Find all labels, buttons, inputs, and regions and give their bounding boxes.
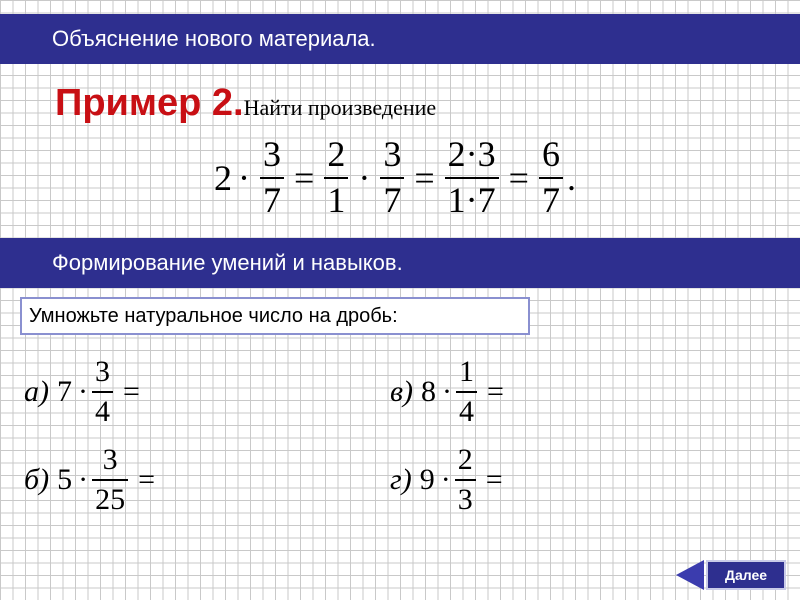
fraction-denominator: 7 bbox=[263, 179, 281, 220]
fraction-denominator: 25 bbox=[95, 482, 126, 516]
exercise-a bbox=[24, 356, 146, 427]
fraction-3-7 bbox=[260, 136, 284, 220]
equals-sign: = bbox=[508, 157, 529, 198]
exercise-fraction bbox=[92, 444, 128, 515]
fraction-bar bbox=[455, 479, 476, 481]
fraction-numerator: 3 bbox=[263, 134, 281, 174]
task-text: Умножьте натуральное число на дробь: bbox=[29, 304, 398, 327]
exercise-letter: б) bbox=[24, 462, 50, 496]
equals-sign: = bbox=[414, 157, 435, 198]
exercise-whole: 8 bbox=[421, 374, 437, 408]
fraction-bar bbox=[380, 177, 404, 179]
header-band bbox=[0, 14, 800, 64]
fraction-3-7 bbox=[380, 136, 404, 220]
example-equation bbox=[214, 136, 576, 220]
fraction-denominator: 7 bbox=[541, 179, 560, 220]
example-label: Пример 2. bbox=[55, 82, 244, 124]
fraction-denominator: 7 bbox=[383, 179, 402, 220]
exercise-g bbox=[390, 444, 509, 515]
fraction-numerator: 2·3 bbox=[447, 134, 496, 174]
fraction-denominator: 3 bbox=[457, 482, 473, 516]
equals-sign: = bbox=[138, 462, 155, 496]
exercise-dot: · bbox=[78, 374, 88, 408]
exercise-letter: а) bbox=[24, 374, 49, 408]
task-box bbox=[20, 297, 530, 335]
fraction-denominator: 1 bbox=[327, 179, 346, 220]
slide-navigation bbox=[676, 560, 786, 590]
equals-sign: = bbox=[487, 374, 504, 408]
equation-dot: · bbox=[358, 157, 371, 198]
fraction-2-1 bbox=[324, 136, 348, 220]
fraction-bar bbox=[260, 177, 284, 179]
exercise-whole: 9 bbox=[419, 462, 435, 496]
fraction-bar bbox=[92, 479, 128, 481]
exercise-fraction bbox=[455, 444, 476, 515]
exercise-whole: 5 bbox=[57, 462, 73, 496]
fraction-numerator: 2 bbox=[327, 134, 346, 174]
exercise-letter: в) bbox=[390, 374, 414, 408]
example-text: Найти произведение bbox=[243, 95, 437, 120]
fraction-bar bbox=[539, 177, 563, 179]
exercise-whole: 7 bbox=[57, 374, 72, 408]
exercise-dot: · bbox=[78, 462, 89, 496]
fraction-numerator: 3 bbox=[95, 355, 110, 388]
example-row bbox=[55, 82, 436, 125]
fraction-bar bbox=[324, 177, 348, 179]
equation-whole: 2 bbox=[214, 157, 232, 198]
equation-period: . bbox=[566, 157, 576, 198]
fraction-numerator: 2 bbox=[457, 443, 473, 476]
exercise-letter: г) bbox=[390, 462, 412, 496]
section-title: Формирование умений и навыков. bbox=[52, 250, 403, 275]
equals-sign: = bbox=[294, 157, 315, 198]
section-band bbox=[0, 238, 800, 288]
fraction-denominator: 4 bbox=[459, 394, 475, 428]
exercise-fraction bbox=[456, 356, 477, 427]
equation-dot: · bbox=[238, 157, 250, 198]
fraction-bar bbox=[445, 177, 499, 179]
fraction-numerator: 6 bbox=[541, 134, 560, 174]
exercise-fraction bbox=[92, 356, 113, 427]
fraction-6-7 bbox=[539, 136, 563, 220]
fraction-numerator: 1 bbox=[459, 355, 475, 388]
equals-sign: = bbox=[485, 462, 503, 496]
fraction-numerator: 3 bbox=[383, 134, 402, 174]
fraction-bar bbox=[92, 391, 113, 393]
exercise-dot: · bbox=[440, 462, 451, 496]
header-title: Объяснение нового материала. bbox=[52, 26, 376, 51]
equals-sign: = bbox=[123, 374, 140, 408]
exercise-v bbox=[390, 356, 510, 427]
fraction-bar bbox=[456, 391, 477, 393]
fraction-denominator: 4 bbox=[95, 394, 110, 428]
exercise-b bbox=[24, 444, 161, 515]
next-button[interactable]: Далее bbox=[706, 560, 786, 590]
fraction-numerator: 3 bbox=[102, 443, 118, 476]
fraction-product bbox=[445, 136, 499, 220]
exercise-dot: · bbox=[442, 374, 453, 408]
fraction-denominator: 1·7 bbox=[447, 179, 496, 220]
triangle-left-icon[interactable] bbox=[676, 560, 704, 590]
